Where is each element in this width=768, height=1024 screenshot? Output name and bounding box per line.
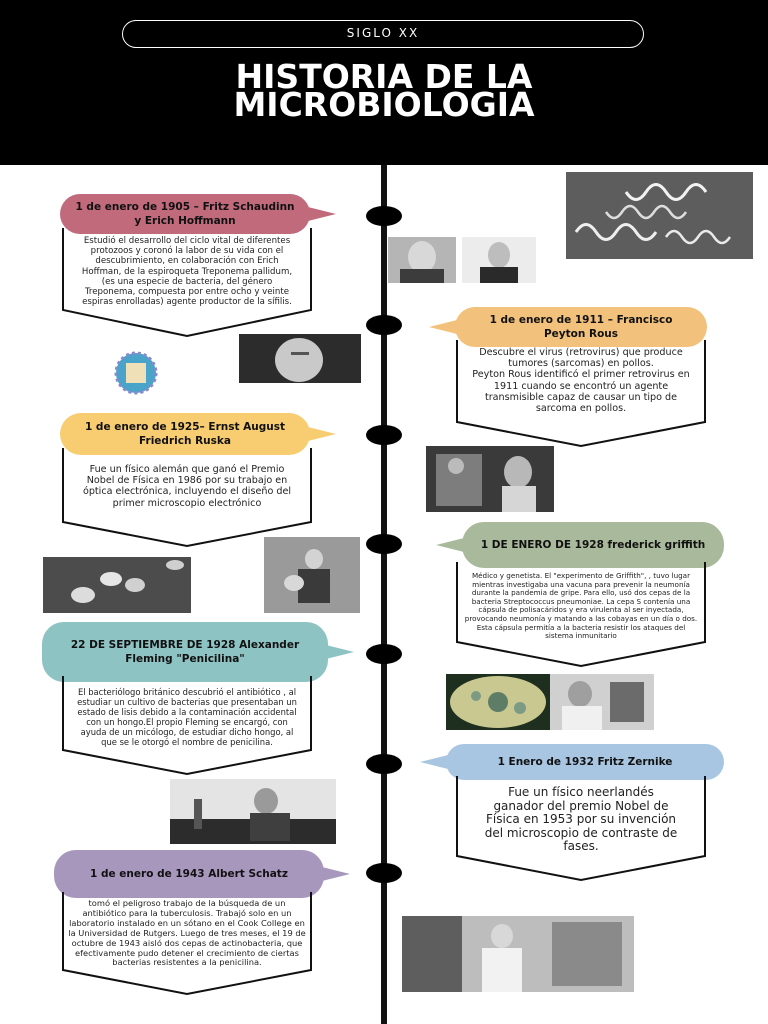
photo-ruska-microscope: [426, 446, 554, 512]
timeline-node: [366, 315, 402, 335]
event-card: [62, 448, 312, 548]
timeline-node: [366, 644, 402, 664]
page-title-line2: MICROBIOLOGIA: [233, 85, 535, 124]
spirochete-micrograph: [566, 172, 753, 259]
event-description: Descubre el virus (retrovirus) que produce tumores (sarcomas) en pollos. Peyton Rous identificó el primer retrovirus en 1911 cuando se encontró un agente transmisible capaz de causar un tipo de sarcoma en pollos.: [472, 347, 690, 415]
event-description: El bacteriólogo británico descubrió el antibiótico , al estudiar un cultivo de bacterias que presentaban un estado de lisis debido a la contaminación accidental con un hongo.El propio Fleming se encargó, con ayuda de un micólogo, de estudiar dicho hongo, al que se le otorgó el nombre de penicilina.: [77, 687, 297, 747]
event-card: [62, 228, 312, 338]
timeline-node: [366, 206, 402, 226]
timeline-axis: [381, 165, 387, 1024]
event-card: [62, 676, 312, 776]
period-label: SIGLO XX: [122, 20, 644, 48]
virus-illustration: [82, 345, 190, 401]
timeline-node: [366, 425, 402, 445]
event-heading: 1 de enero de 1911 – Francisco Peyton Rous: [455, 307, 707, 347]
portrait-fleming: [550, 674, 654, 730]
header-banner: [0, 0, 768, 165]
photo-schatz-lab: [402, 916, 634, 992]
event-description: Médico y genetista. El "experimento de Griffith", , tuvo lugar mientras investigaba una vacuna para prevenir la neumonía durante la pandemia de gripe. Para ello, usó dos cepas de la bacteria Streptococcus pneumoniae. La cepa S contenía una cápsula de polisacáridos y era virulenta al ser inyectada, provocando neumonía y matando a las cobayas en un día o dos. Esta cápsula permitía a la bacteria resistir los ataques del sistema inmunitario: [464, 571, 698, 641]
event-card: [456, 340, 706, 448]
page-title-line1: HISTORIA DE LA: [235, 57, 533, 96]
penicillin-petri-dish: [446, 674, 550, 730]
portrait-hoffmann: [462, 237, 536, 283]
event-description: tomó el peligroso trabajo de la búsqueda de un antibiótico para la tuberculosis. Trabajó solo en un laboratorio instalado en un sótano en el Cook College en la Universidad de Rutgers. Luego de tres meses, el 19 de octubre de 1943 aisló dos cepas de actinobacteria, que efectivamente pudo detener el crecimiento de ciertas bacterias resistentes a la penicilina.: [68, 898, 306, 968]
timeline-node: [366, 863, 402, 883]
photo-zernike-microscope: [170, 779, 336, 844]
pneumococcus-micrograph: [43, 557, 191, 613]
timeline-node: [366, 534, 402, 554]
event-card: [456, 776, 706, 882]
event-card: [456, 562, 706, 668]
event-heading: 1 de enero de 1943 Albert Schatz: [54, 850, 324, 898]
event-heading: 1 de enero de 1925– Ernst August Friedrich Ruska: [60, 413, 310, 455]
event-description: Fue un físico neerlandés ganador del premio Nobel de Física en 1953 por su invención del microscopio de contraste de fases.: [484, 785, 678, 854]
event-heading: 1 DE ENERO DE 1928 frederick griffith: [462, 522, 724, 568]
event-description: Estudió el desarrollo del ciclo vital de diferentes protozoos y coronó la labor de su vida con el descubrimiento, en colaboración con Erich Hoffman, de la espiroqueta Treponema pallidum,(es una especie de bacteria, del género Treponema, compuesta por entre ocho y veinte espiras enrolladas) agente productor de la sífilis.: [81, 236, 293, 308]
event-heading: 1 de enero de 1905 – Fritz Schaudinn y Erich Hoffmann: [60, 194, 310, 234]
portrait-schaudinn: [388, 237, 456, 283]
event-card: [62, 892, 312, 996]
portrait-griffith: [264, 537, 360, 613]
portrait-rous: [239, 334, 361, 383]
event-heading: 22 DE SEPTIEMBRE DE 1928 Alexander Fleming "Penicilina": [42, 622, 328, 682]
event-heading: 1 Enero de 1932 Fritz Zernike: [446, 744, 724, 780]
event-description: Fue un físico alemán que ganó el Premio Nobel de Física en 1986 por su trabajo en óptica electrónica, incluyendo el diseño del primer microscopio electrónico: [82, 464, 292, 509]
timeline-node: [366, 754, 402, 774]
